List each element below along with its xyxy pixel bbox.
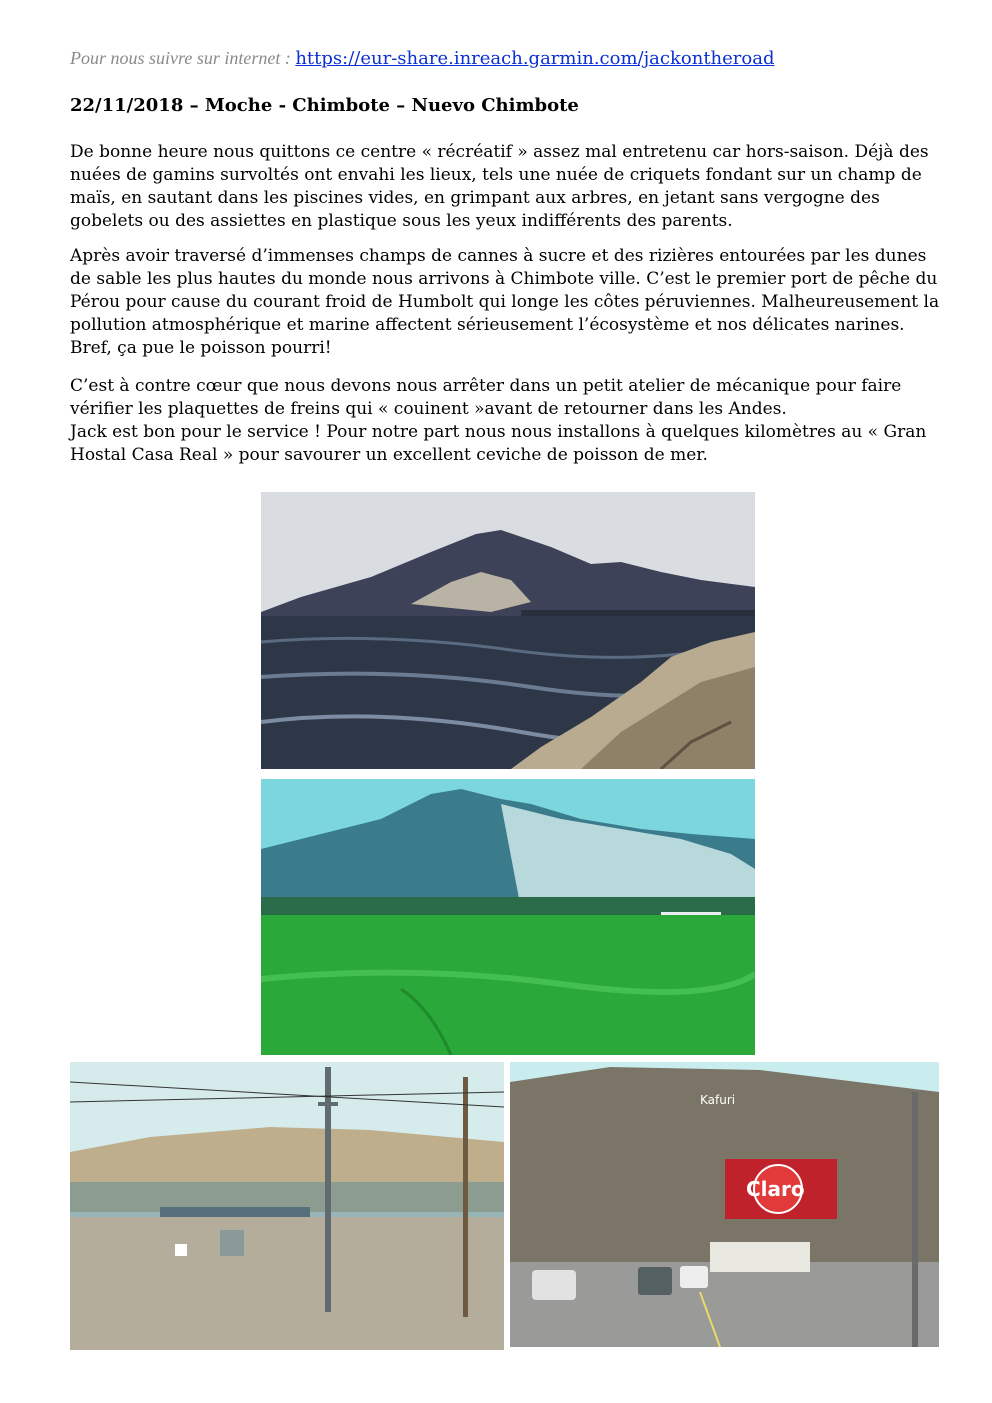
follow-us-label: Pour nous suivre sur internet : <box>70 48 296 68</box>
paragraph-2-text: Après avoir traversé d’immenses champs de cannes à sucre et des rizières entourées par les dunes de sable les plus hautes du monde nous arrivons à Chimbote ville. C’est le premier port de pêche du Pérou pour cause du courant froid de Humbolt qui longe les côtes péruviennes. Malheureusement la pollution atmosphérique et marine affectent sérieusement l’écosystème et nos délicates narines. Bref, ça pue le poisson pourri! <box>70 246 940 358</box>
hill-text: Kafuri <box>700 1093 736 1107</box>
paragraph-3 <box>70 375 950 467</box>
paragraph-1 <box>70 141 950 233</box>
follow-us-line <box>70 48 775 69</box>
paragraph-3a-text: C’est à contre cœur que nous devons nous arrêter dans un petit atelier de mécanique pour faire vérifier les plaquettes de freins qui « couinent »avant de retourner dans les Andes. <box>70 376 902 419</box>
tracking-link[interactable]: https://eur-share.inreach.garmin.com/jackontheroad <box>295 48 775 69</box>
paragraph-1-text: De bonne heure nous quittons ce centre « récréatif » assez mal entretenu car hors-saison. Déjà des nuées de gamins survoltés ont envahi les lieux, tels une nuée de criquets fondant sur un champ de maïs, en sautant dans les piscines vides, en grimpant aux arbres, en jetant sans vergogne des gobelets ou des assiettes en plastique sous les yeux indifférents des parents. <box>70 142 929 231</box>
paragraph-2 <box>70 245 950 360</box>
photo-green-field-hills <box>261 779 755 1055</box>
claro-sign-text: Claro <box>746 1177 805 1201</box>
paragraph-3b-text: Jack est bon pour le service ! Pour notre part nous nous installons à quelques kilomètres au « Gran Hostal Casa Real » pour savourer un excellent ceviche de poisson de mer. <box>70 422 927 465</box>
photo-street-claro-sign <box>510 1062 939 1347</box>
photo-desert-settlement <box>70 1062 504 1350</box>
entry-title: 22/11/2018 – Moche - Chimbote – Nuevo Chimbote <box>70 95 579 116</box>
photo-bay-mountain <box>261 492 755 769</box>
